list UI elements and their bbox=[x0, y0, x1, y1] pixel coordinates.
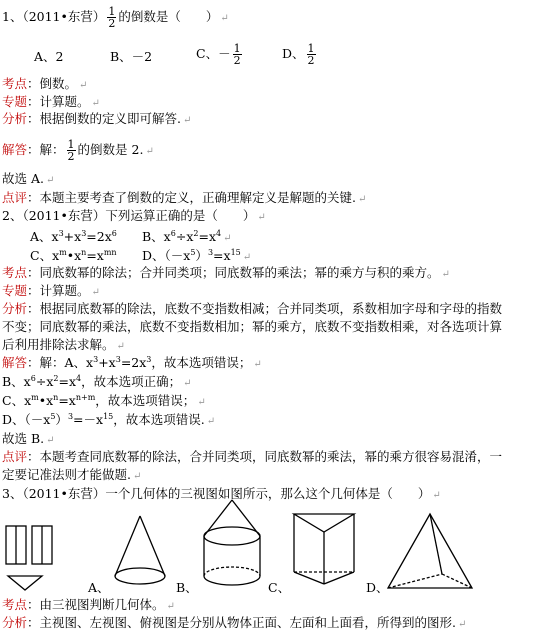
q2-answer-c: C、$x^m•x^n=x^{n+m}$，故本选项错误； ↵ bbox=[2, 393, 206, 408]
triangular-pyramid-figure bbox=[384, 510, 476, 592]
cone-on-cylinder-figure bbox=[196, 496, 268, 590]
q3-option-d: D、 bbox=[366, 580, 389, 595]
q3-option-b: B、 bbox=[176, 580, 198, 595]
q1-option-a: A、2 bbox=[34, 49, 64, 64]
q2-analysis-line-2: 不变；同底数幂的乘法，底数不变指数相加；幂的乘方，底数不变指数相乘，对各选项计算 bbox=[2, 319, 503, 334]
q2-topic: 专题：计算题。 ↵ bbox=[2, 283, 100, 298]
top-view bbox=[8, 576, 42, 590]
return-mark-icon: ↵ bbox=[220, 13, 229, 24]
q1-stem-suffix: 的倒数是（ ） bbox=[118, 9, 219, 24]
q2-option-a: A、$x^3+x^3=2x^6$ bbox=[30, 229, 117, 244]
q1-answer: 解答：解： $\frac{1}{2}$ 的倒数是 2. ↵ bbox=[2, 138, 154, 163]
fraction: $\frac{1}{2}$ bbox=[67, 138, 75, 163]
q2-analysis-line-1: 分析：根据同底数幂的除法，底数不变指数相减；合并同类项，系数相加字母和字母的指数 bbox=[2, 301, 503, 316]
fraction: $\frac{1}{2}$ bbox=[108, 5, 116, 30]
q1-option-c: C、－ $\frac{1}{2}$ bbox=[196, 42, 241, 67]
q3-stem: 3、（2011•东营）一个几何体的三视图如图所示，那么这个几何体是（ ） ↵ bbox=[2, 486, 441, 501]
three-views-figure bbox=[4, 520, 56, 592]
q1-stem bbox=[2, 6, 229, 29]
q1-option-b: B、－2 bbox=[110, 49, 153, 64]
q2-comment-line-2: 定要记准法则才能做题. ↵ bbox=[2, 467, 142, 482]
q1-topic: 专题：计算题。 ↵ bbox=[2, 94, 100, 109]
triangular-prism-figure bbox=[288, 506, 360, 588]
q1-stem-prefix: 1、（2011•东营） bbox=[2, 9, 106, 24]
q2-answer-b: B、$x^6\div x^2=x^4$，故本选项正确； ↵ bbox=[2, 374, 192, 389]
q2-knowledge-point: 考点：同底数幂的除法；合并同类项；同底数幂的乘法；幂的乘方与积的乘方。 ↵ bbox=[2, 265, 450, 280]
q2-analysis-line-3: 后利用排除法求解。 ↵ bbox=[2, 337, 125, 352]
q2-option-b: B、$x^6\div x^2=x^4$ ↵ bbox=[142, 229, 232, 244]
q1-choose: 故选 A. ↵ bbox=[2, 171, 55, 186]
q2-choose: 故选 B. ↵ bbox=[2, 431, 55, 446]
q3-knowledge-point: 考点：由三视图判断几何体。 ↵ bbox=[2, 597, 175, 612]
q1-comment: 点评：本题主要考查了倒数的定义，正确理解定义是解题的关键. ↵ bbox=[2, 190, 367, 205]
q2-answer-d: D、$(-x^5)^3=-x^{15}$，故本选项错误. ↵ bbox=[2, 412, 216, 427]
cone-figure bbox=[110, 512, 170, 588]
q2-option-c: C、$x^m•x^n=x^{mn}$ bbox=[30, 248, 117, 263]
q2-stem: 2、（2011•东营）下列运算正确的是（ ） ↵ bbox=[2, 208, 266, 223]
q2-option-d: D、$(-x^5)^3=x^{15}$ ↵ bbox=[142, 248, 252, 263]
q1-knowledge-point: 考点：倒数。 ↵ bbox=[2, 76, 88, 91]
q1-option-d: D、 $\frac{1}{2}$ bbox=[282, 42, 315, 67]
q3-analysis: 分析：主视图、左视图、俯视图是分别从物体正面、左面和上面看，所得到的图形. ↵ bbox=[2, 615, 467, 630]
fraction: $\frac{1}{2}$ bbox=[307, 42, 315, 67]
fraction: $\frac{1}{2}$ bbox=[233, 42, 241, 67]
q2-answer-a: 解答：解：A、$x^3+x^3=2x^3$，故本选项错误； ↵ bbox=[2, 355, 262, 370]
q3-option-a: A、 bbox=[88, 580, 110, 595]
q1-analysis: 分析：根据倒数的定义即可解答. ↵ bbox=[2, 111, 192, 126]
q3-option-c: C、 bbox=[268, 580, 291, 595]
q2-comment-line-1: 点评：本题考查同底数幂的除法，合并同类项，同底数幂的乘法，幂的乘方很容易混淆，一 bbox=[2, 449, 503, 464]
